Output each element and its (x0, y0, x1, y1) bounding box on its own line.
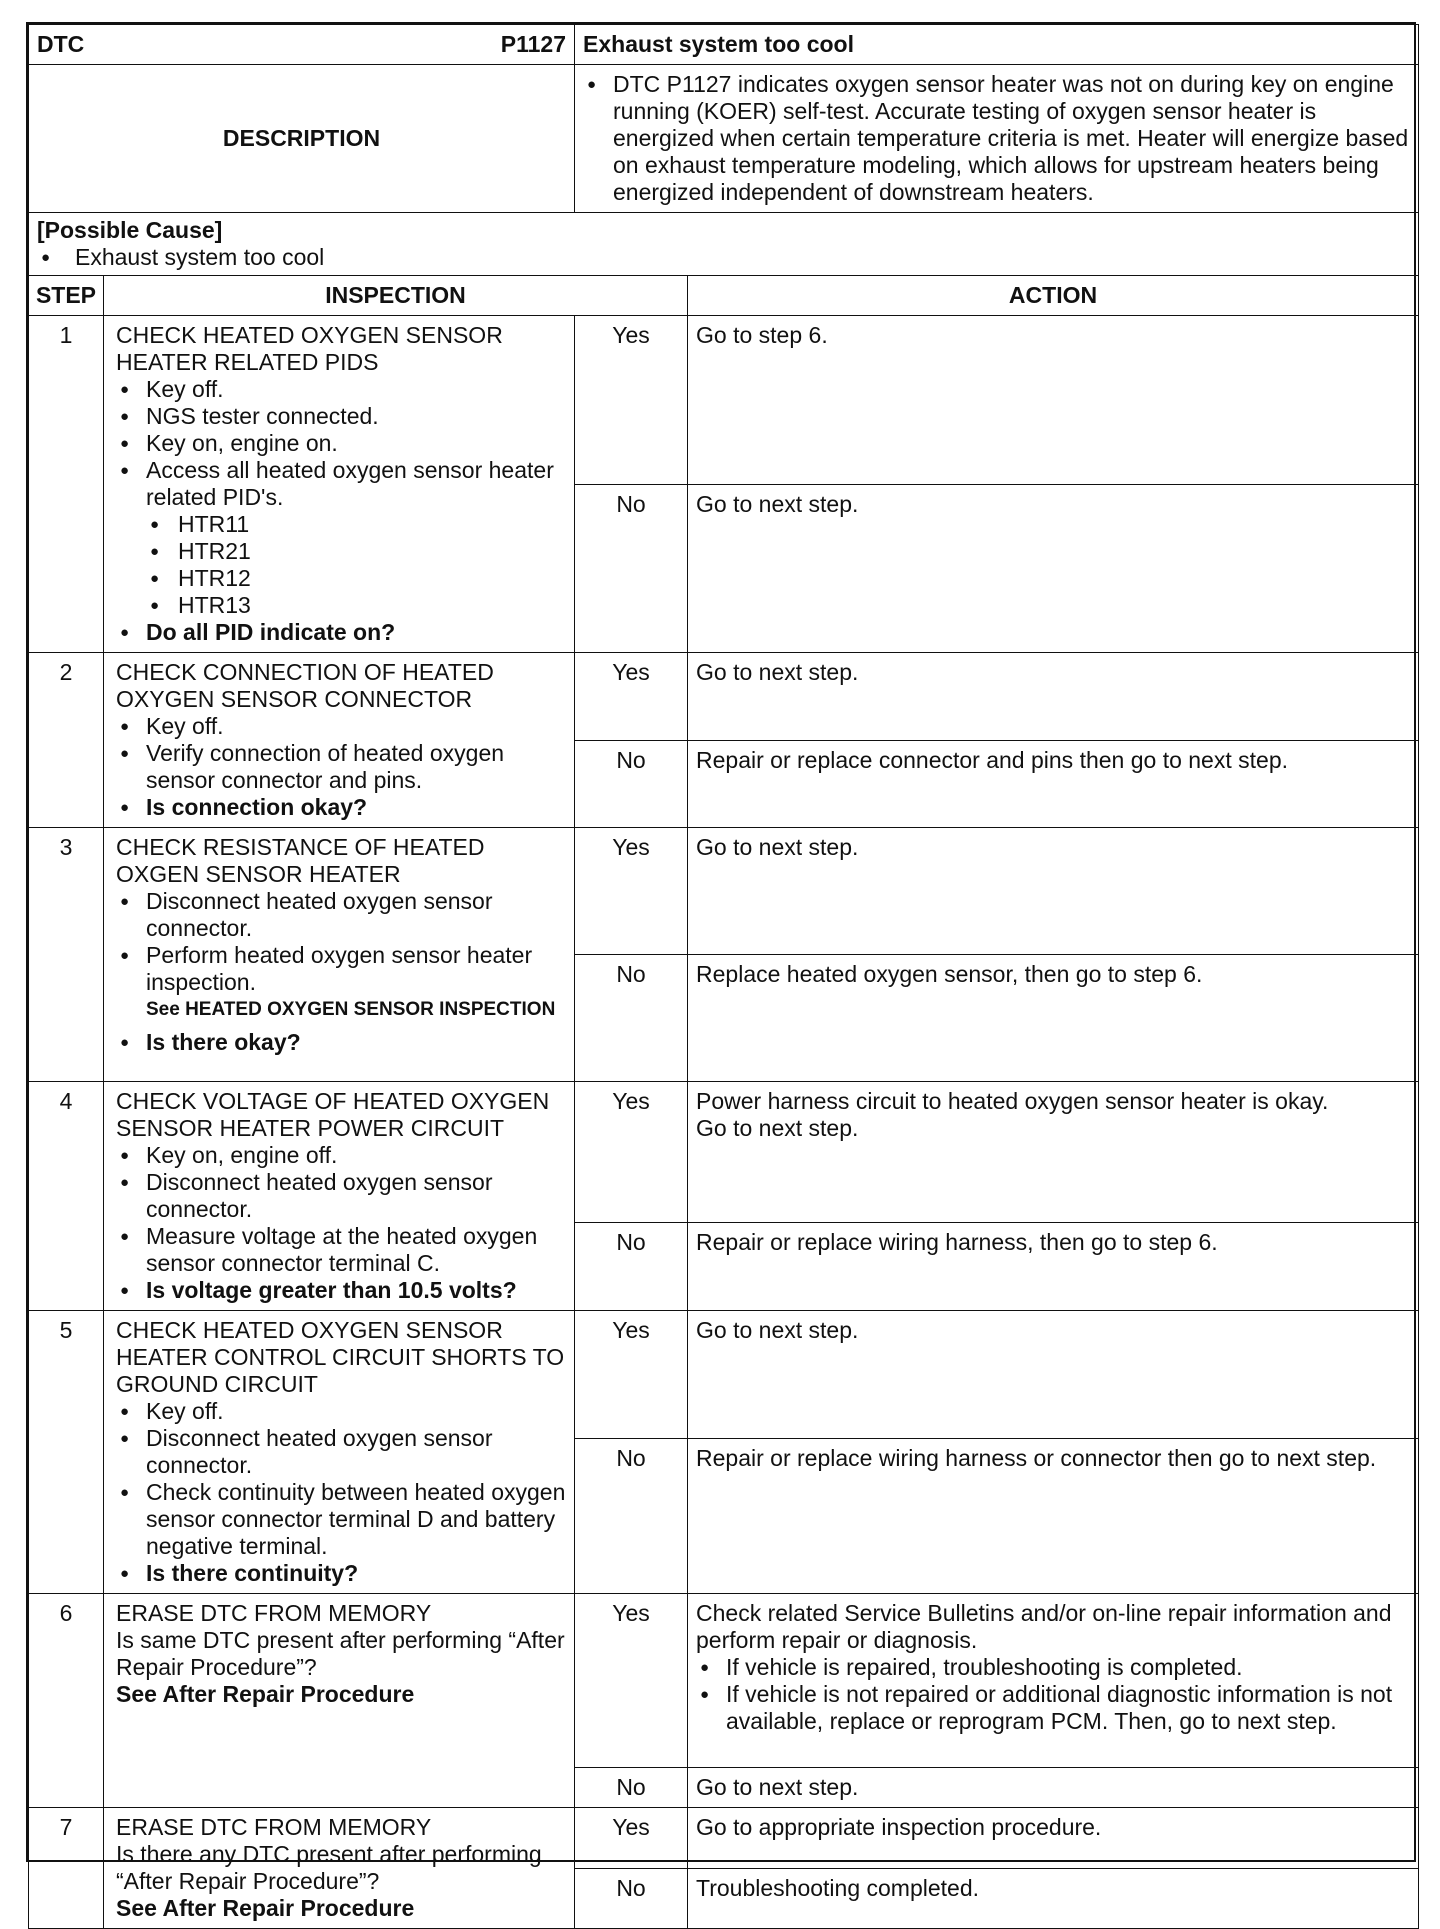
step-1-subbullet: ● HTR12 (116, 565, 566, 592)
dtc-table (28, 24, 1419, 1929)
step-7-no-action: Troubleshooting completed. (688, 1869, 1419, 1929)
step-5-yes-row (29, 1311, 1419, 1439)
step-4-inspection (104, 1082, 575, 1311)
step-3-bullet: ● Perform heated oxygen sensor heater inspection. (116, 942, 566, 996)
step-4-yes-label: Yes (575, 1082, 688, 1223)
step-7-yes-row (29, 1808, 1419, 1869)
step-4-title: CHECK VOLTAGE OF HEATED OXYGEN SENSOR HEATER POWER CIRCUIT (116, 1088, 550, 1141)
col-step: STEP (29, 276, 104, 316)
step-4-yes-action: Power harness circuit to heated oxygen sensor heater is okay. (696, 1088, 1329, 1114)
step-3-no-label: No (575, 955, 688, 1082)
dtc-title: Exhaust system too cool (575, 25, 1419, 65)
step-1-subbullet: ● HTR13 (116, 592, 566, 619)
step-3-yes-row (29, 828, 1419, 955)
step-1-bullet: ● Key on, engine on. (116, 430, 566, 457)
step-2-yes-row (29, 653, 1419, 741)
step-2-no-action: Repair or replace connector and pins then go to next step. (688, 740, 1419, 828)
step-3-yes-label: Yes (575, 828, 688, 955)
step-4-bullet: ● Disconnect heated oxygen sensor connector. (116, 1169, 566, 1223)
step-7-text: Is there any DTC present after performing “After Repair Procedure”? (116, 1841, 542, 1894)
possible-cause-item: ● Exhaust system too cool (37, 244, 1410, 271)
step-2-bullet: ● Verify connection of heated oxygen sensor connector and pins. (116, 740, 566, 794)
step-6-inspection (104, 1594, 575, 1808)
step-6-yes-action-cell (688, 1594, 1419, 1768)
step-5-question: ● Is there continuity? (116, 1560, 566, 1587)
dtc-document (26, 22, 1416, 1921)
step-1-bullet: ● Access all heated oxygen sensor heater related PID's. (116, 457, 566, 511)
step-3-bullet: ● Disconnect heated oxygen sensor connector. (116, 888, 566, 942)
step-2-number: 2 (29, 653, 104, 828)
step-1-bullet: ● NGS tester connected. (116, 403, 566, 430)
step-5-no-action: Repair or replace wiring harness or connector then go to next step. (688, 1439, 1419, 1594)
step-1-yes-label: Yes (575, 316, 688, 485)
step-6-number: 6 (29, 1594, 104, 1808)
step-6-yes-action: Check related Service Bulletins and/or on-line repair information and perform repair or diagnosis. (696, 1600, 1392, 1653)
step-1-inspection (104, 316, 575, 653)
step-4-yes-action-cell (688, 1082, 1419, 1223)
dtc-code-cell (29, 25, 575, 65)
column-header-row (29, 276, 1419, 316)
col-inspection: INSPECTION (104, 276, 688, 316)
step-4-no-label: No (575, 1223, 688, 1311)
step-4-yes-row (29, 1082, 1419, 1223)
step-4-yes-action-next: Go to next step. (696, 1115, 859, 1141)
dtc-label: DTC (37, 31, 85, 57)
step-7-yes-action: Go to appropriate inspection procedure. (688, 1808, 1419, 1869)
step-6-yes-row (29, 1594, 1419, 1768)
step-5-inspection (104, 1311, 575, 1594)
step-5-yes-action: Go to next step. (688, 1311, 1419, 1439)
step-1-question: ● Do all PID indicate on? (116, 619, 566, 646)
dtc-code: P1127 (500, 31, 567, 57)
possible-cause-row (29, 213, 1419, 276)
step-3-question: ● Is there okay? (116, 1029, 566, 1056)
possible-cause-label: [Possible Cause] (37, 217, 223, 243)
step-6-no-action: Go to next step. (688, 1768, 1419, 1808)
step-5-yes-label: Yes (575, 1311, 688, 1439)
step-7-number: 7 (29, 1808, 104, 1929)
step-6-no-label: No (575, 1768, 688, 1808)
step-6-see-reference: See After Repair Procedure (116, 1681, 415, 1707)
step-5-title: CHECK HEATED OXYGEN SENSOR HEATER CONTROL CIRCUIT SHORTS TO GROUND CIRCUIT (116, 1317, 565, 1397)
step-3-inspection (104, 828, 575, 1082)
step-6-yes-bullet: ● If vehicle is not repaired or additional diagnostic information is not available, replace or reprogram PCM. Then, go to next step. (696, 1681, 1410, 1735)
step-4-bullet: ● Measure voltage at the heated oxygen sensor connector terminal C. (116, 1223, 566, 1277)
col-action: ACTION (688, 276, 1419, 316)
step-4-question: ● Is voltage greater than 10.5 volts? (116, 1277, 566, 1304)
step-7-title: ERASE DTC FROM MEMORY (116, 1814, 432, 1840)
step-3-see-reference: See HEATED OXYGEN SENSOR INSPECTION (146, 999, 556, 1020)
step-6-yes-label: Yes (575, 1594, 688, 1768)
step-3-title: CHECK RESISTANCE OF HEATED OXGEN SENSOR HEATER (116, 834, 485, 887)
description-row (29, 65, 1419, 213)
step-3-yes-action: Go to next step. (688, 828, 1419, 955)
description-text: ● DTC P1127 indicates oxygen sensor heater was not on during key on engine running (KOER) self-test. Accurate testing of oxygen sensor heater is energized when certain temperature criteria is met. Heater will energize based on exhaust temperature modeling, which allows for upstream heaters being energized independent of downstream heaters. (583, 71, 1410, 206)
step-7-yes-label: Yes (575, 1808, 688, 1869)
step-1-subbullet: ● HTR11 (116, 511, 566, 538)
step-2-title: CHECK CONNECTION OF HEATED OXYGEN SENSOR CONNECTOR (116, 659, 494, 712)
step-5-no-label: No (575, 1439, 688, 1594)
step-1-no-action: Go to next step. (688, 484, 1419, 653)
step-2-bullet: ● Key off. (116, 713, 566, 740)
step-6-yes-bullet: ● If vehicle is repaired, troubleshooting is completed. (696, 1654, 1410, 1681)
step-2-yes-label: Yes (575, 653, 688, 741)
step-4-no-action: Repair or replace wiring harness, then go to step 6. (688, 1223, 1419, 1311)
step-4-bullet: ● Key on, engine off. (116, 1142, 566, 1169)
step-2-question: ● Is connection okay? (116, 794, 566, 821)
step-5-number: 5 (29, 1311, 104, 1594)
step-1-subbullet: ● HTR21 (116, 538, 566, 565)
step-7-inspection (104, 1808, 575, 1929)
step-6-title: ERASE DTC FROM MEMORY (116, 1600, 432, 1626)
step-7-no-label: No (575, 1869, 688, 1929)
step-6-text: Is same DTC present after performing “After Repair Procedure”? (116, 1627, 565, 1680)
step-1-title: CHECK HEATED OXYGEN SENSOR HEATER RELATED PIDS (116, 322, 503, 375)
step-1-no-label: No (575, 484, 688, 653)
step-1-bullet: ● Key off. (116, 376, 566, 403)
step-1-yes-action: Go to step 6. (688, 316, 1419, 485)
step-4-number: 4 (29, 1082, 104, 1311)
step-1-yes-row (29, 316, 1419, 485)
step-5-bullet: ● Disconnect heated oxygen sensor connector. (116, 1425, 566, 1479)
description-label: DESCRIPTION (29, 65, 575, 213)
step-5-bullet: ● Key off. (116, 1398, 566, 1425)
step-5-bullet: ● Check continuity between heated oxygen sensor connector terminal D and battery negative terminal. (116, 1479, 566, 1560)
step-2-no-label: No (575, 740, 688, 828)
step-2-yes-action: Go to next step. (688, 653, 1419, 741)
step-1-number: 1 (29, 316, 104, 653)
step-3-number: 3 (29, 828, 104, 1082)
step-7-see-reference: See After Repair Procedure (116, 1895, 415, 1921)
step-3-no-action: Replace heated oxygen sensor, then go to step 6. (688, 955, 1419, 1082)
step-2-inspection (104, 653, 575, 828)
header-row (29, 25, 1419, 65)
